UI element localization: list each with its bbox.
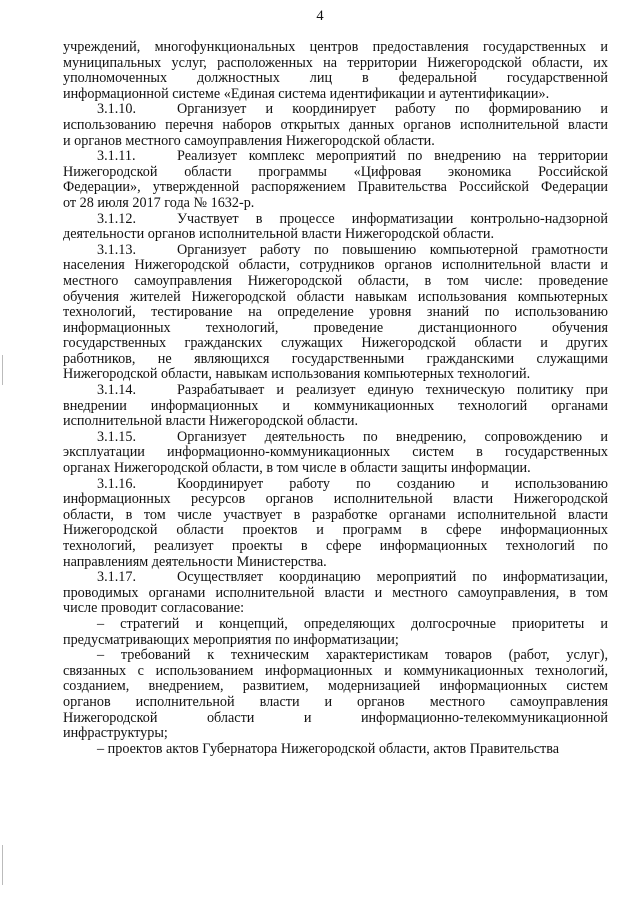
- clause-line: [63, 102, 608, 118]
- clause-number: 3.1.12.: [97, 210, 137, 227]
- text-line: местного самоуправления Нижегородской области, в том числе: проведение: [63, 272, 608, 289]
- text-line: и органов местного самоуправления Нижегородской области.: [63, 132, 435, 149]
- text-line: информационной системе «Единая система идентификации и аутентификации».: [63, 85, 550, 102]
- text-line: Федерации», утвержденной распоряжением Правительства Российской Федерации: [63, 179, 608, 196]
- text-line: органах Нижегородской области, в том числе в области защиты информации.: [63, 460, 531, 477]
- clause-number: 3.1.13.: [97, 241, 137, 258]
- document-body: [63, 40, 608, 757]
- clause-line: [63, 383, 608, 399]
- page-number: 4: [316, 8, 324, 24]
- text-line: деятельности органов исполнительной власти Нижегородской области.: [63, 226, 495, 243]
- clause-line: [63, 243, 608, 259]
- scan-margin-mark: [2, 845, 3, 885]
- clause-number: 3.1.10.: [97, 101, 137, 118]
- text-line: инфраструктуры;: [63, 725, 168, 742]
- text-line: предусматривающих мероприятия по информатизации;: [63, 631, 399, 648]
- clause-text: Осуществляет координацию мероприятий по информатизации,: [177, 569, 608, 586]
- clause-line: [63, 149, 608, 165]
- clause-text: Реализует комплекс мероприятий по внедрению на территории: [177, 148, 608, 165]
- text-line: населения Нижегородской области, сотрудников органов исполнительной власти и: [63, 257, 608, 274]
- clause-text: Координирует работу по созданию и использованию: [177, 475, 608, 492]
- text-line: органов исполнительной власти и органов местного самоуправления: [63, 693, 608, 710]
- clause-number: 3.1.16.: [97, 475, 137, 492]
- list-item-line: – стратегий и концепций, определяющих долгосрочные приоритеты и: [97, 615, 608, 632]
- clause-number: 3.1.14.: [97, 382, 137, 399]
- clause-line: [63, 477, 608, 493]
- text-line: информационных ресурсов органов исполнительной власти Нижегородской: [63, 491, 608, 508]
- text-line: использованию перечня наборов открытых данных органов исполнительной власти: [63, 116, 608, 133]
- text-line: области, в том числе участвует в разработке органами исполнительной власти: [63, 506, 608, 523]
- list-item-line: – проектов актов Губернатора Нижегородской области, актов Правительства: [97, 740, 560, 757]
- clause-line: [63, 212, 608, 228]
- text-line: от 28 июля 2017 года № 1632-р.: [63, 194, 255, 211]
- clause-number: 3.1.17.: [97, 569, 137, 586]
- text-line: созданием, внедрением, развитием, модернизацией информационных систем: [63, 678, 608, 695]
- clause-text: Организует и координирует работу по формированию и: [177, 101, 608, 118]
- text-line: внедрении информационных и коммуникационных технологий органами: [63, 397, 608, 414]
- clause-line: [63, 430, 608, 446]
- text-line: государственных гражданских служащих Нижегородской области и других: [63, 335, 608, 352]
- text-line: информационных технологий, проведение дистанционного обучения: [63, 319, 608, 336]
- text-line: Нижегородской области, навыкам использования компьютерных технологий.: [63, 366, 531, 383]
- scan-margin-mark: [2, 355, 3, 385]
- text-line: проводимых органами исполнительной власти и местного самоуправления, в том: [63, 584, 608, 601]
- clause-line: [63, 570, 608, 586]
- text-line: эксплуатации информационно-коммуникационных систем в государственных: [63, 444, 608, 461]
- text-line: числе проводит согласование:: [63, 600, 245, 617]
- clause-text: Разрабатывает и реализует единую техническую политику при: [177, 382, 608, 399]
- text-line: связанных с использованием информационных и коммуникационных технологий,: [63, 662, 608, 679]
- text-line: учреждений, многофункциональных центров предоставления государственных и: [63, 39, 608, 55]
- text-line: направлениям деятельности Министерства.: [63, 553, 327, 570]
- clause-text: Участвует в процессе информатизации контрольно-надзорной: [177, 210, 608, 227]
- clause-text: Организует деятельность по внедрению, сопровождению и: [177, 428, 608, 445]
- text-line: работников, не являющихся государственными гражданскими служащими: [63, 350, 608, 367]
- text-line: исполнительной власти Нижегородской области.: [63, 413, 359, 430]
- text-line: Нижегородской области проектов и программ в сфере информационных: [63, 522, 608, 539]
- list-item-line: – требований к техническим характеристикам товаров (работ, услуг),: [97, 647, 608, 664]
- text-line: технологий, тестирование на определение уровня знаний по использованию: [63, 304, 608, 321]
- text-line: Нижегородской области программы «Цифровая экономика Российской: [63, 163, 608, 180]
- text-line: уполномоченных должностных лиц в федеральной государственной: [63, 70, 608, 87]
- clause-number: 3.1.11.: [97, 148, 136, 165]
- clause-text: Организует работу по повышению компьютерной грамотности: [177, 241, 608, 258]
- text-line: Нижегородской области и информационно-телекоммуникационной: [63, 709, 608, 726]
- clause-number: 3.1.15.: [97, 428, 137, 445]
- text-line: технологий, реализует проекты в сфере информационных технологий по: [63, 538, 608, 554]
- text-line: обучения жителей Нижегородской области навыкам использования компьютерных: [63, 288, 608, 305]
- text-line: муниципальных услуг, расположенных на территории Нижегородской области, их: [63, 54, 608, 71]
